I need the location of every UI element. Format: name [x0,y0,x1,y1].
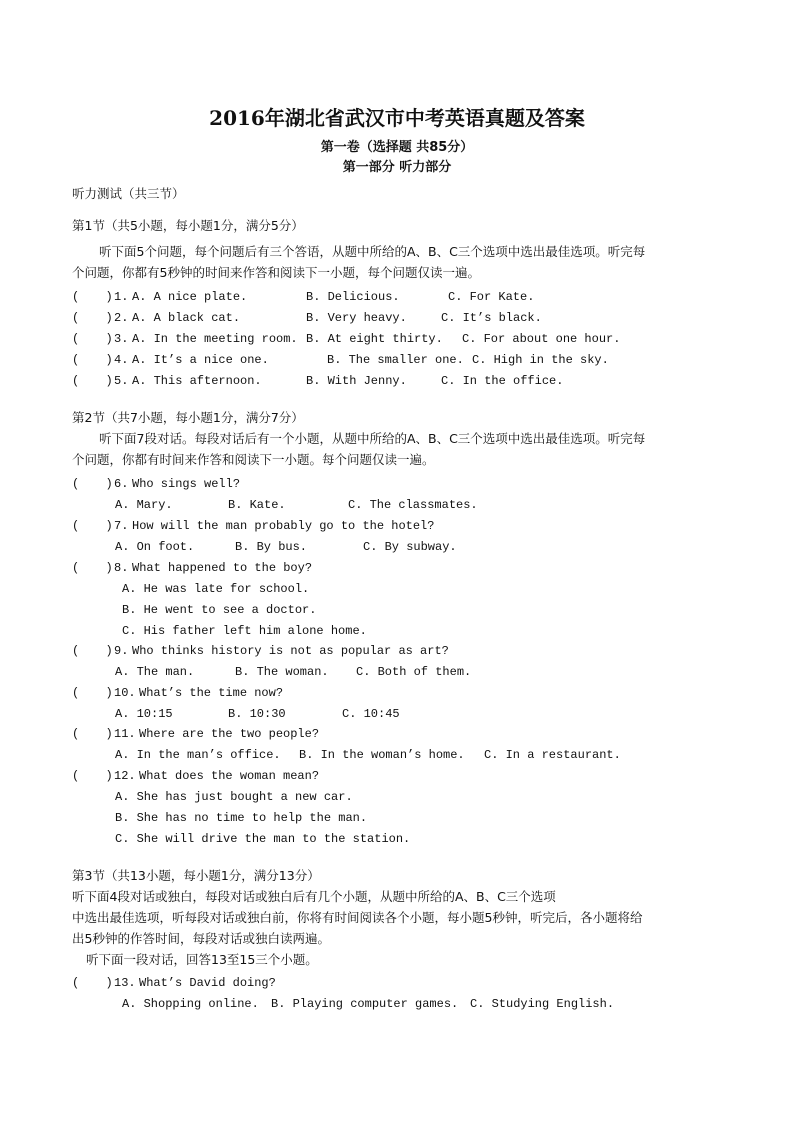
question-number: 6. [114,477,129,491]
section3-instructions: 出5秒钟的作答时间，每段对话或独白读两遍。 [72,931,330,946]
question-number: 7. [114,519,129,533]
question-text: How will the man probably go to the hotel? [132,519,435,533]
answer-blank[interactable]: ( ) [72,332,113,346]
answer-blank[interactable]: ( ) [72,769,113,783]
answer-blank[interactable]: ( ) [72,686,113,700]
question-number: 12. [114,769,136,783]
option-a: A. In the meeting room. [132,332,298,346]
option-a: A. A black cat. [132,311,241,325]
listening-header: 听力测试（共三节） [72,186,185,201]
section2-instructions: 听下面7段对话。每段对话后有一个小题，从题中所给的A、B、C三个选项中选出最佳选项。听完每 [99,431,646,446]
option-b: B. 10:30 [228,707,286,721]
question-text: Where are the two people? [139,727,320,741]
answer-blank[interactable]: ( ) [72,561,113,575]
answer-blank[interactable]: ( ) [72,353,113,367]
option-a: A. He was late for school. [122,582,310,596]
option-c: C. Studying English. [470,997,615,1011]
question-number: 10. [114,686,136,700]
question-number: 2. [114,311,129,325]
section2-instructions: 个问题，你都有时间来作答和阅读下一小题。每个问题仅读一遍。 [72,452,435,467]
question-text: What does the woman mean? [139,769,320,783]
question-text: Who sings well? [132,477,241,491]
part-heading: 第一部分 听力部分 [342,160,452,175]
option-b: B. Kate. [228,498,286,512]
option-c: C. For about one hour. [462,332,621,346]
option-b: B. Delicious. [306,290,400,304]
section3-heading: 第3节（共13小题，每小题1分，满分13分） [72,868,320,883]
question-text: What’s the time now? [139,686,284,700]
option-a: A. The man. [115,665,195,679]
option-c: C. For Kate. [448,290,535,304]
section1-instructions: 听下面5个问题，每个问题后有三个答语，从题中所给的A、B、C三个选项中选出最佳选项。听完每 [99,244,646,259]
option-b: B. He went to see a doctor. [122,603,317,617]
option-a: A. Mary. [115,498,173,512]
option-c: C. The classmates. [348,498,478,512]
answer-blank[interactable]: ( ) [72,374,113,388]
option-b: B. Very heavy. [306,311,407,325]
question-number: 8. [114,561,129,575]
option-c: C. It’s black. [441,311,542,325]
option-a: A. A nice plate. [132,290,248,304]
section3-instructions: 中选出最佳选项，听每段对话或独白前，你将有时间阅读各个小题，每小题5秒钟，听完后，各小题将给 [72,910,643,925]
option-b: B. Playing computer games. [271,997,459,1011]
option-c: C. High in the sky. [472,353,609,367]
answer-blank[interactable]: ( ) [72,477,113,491]
option-c: C. His father left him alone home. [122,624,367,638]
option-b: B. In the woman’s home. [299,748,465,762]
option-b: B. She has no time to help the man. [115,811,368,825]
option-c: C. Both of them. [356,665,472,679]
option-a: A. It’s a nice one. [132,353,269,367]
option-b: B. The smaller one. [327,353,464,367]
section3-instructions: 听下面4段对话或独白，每段对话或独白后有几个小题，从题中所给的A、B、C三个选项 [72,889,556,904]
question-number: 13. [114,976,136,990]
section1-instructions: 个问题，你都有5秒钟的时间来作答和阅读下一小题，每个问题仅读一遍。 [72,265,480,280]
answer-blank[interactable]: ( ) [72,644,113,658]
section1-heading: 第1节（共5小题，每小题1分，满分5分） [72,218,304,233]
section2-heading: 第2节（共7小题，每小题1分，满分7分） [72,410,304,425]
option-c: C. She will drive the man to the station. [115,832,411,846]
answer-blank[interactable]: ( ) [72,290,113,304]
question-number: 5. [114,374,129,388]
option-c: C. By subway. [363,540,457,554]
option-b: B. By bus. [235,540,308,554]
volume-heading: 第一卷（选择题 共85分） [320,140,474,155]
option-a: A. In the man’s office. [115,748,281,762]
answer-blank[interactable]: ( ) [72,311,113,325]
option-a: A. Shopping online. [122,997,259,1011]
option-b: B. At eight thirty. [306,332,443,346]
answer-blank[interactable]: ( ) [72,976,113,990]
answer-blank[interactable]: ( ) [72,519,113,533]
option-c: C. 10:45 [342,707,400,721]
answer-blank[interactable]: ( ) [72,727,113,741]
question-text: What’s David doing? [139,976,276,990]
question-text: Who thinks history is not as popular as art? [132,644,449,658]
question-number: 11. [114,727,136,741]
option-c: C. In a restaurant. [484,748,621,762]
section3-dialogue-intro: 听下面一段对话，回答13至15三个小题。 [86,952,318,967]
option-a: A. 10:15 [115,707,173,721]
question-number: 4. [114,353,129,367]
option-b: B. With Jenny. [306,374,407,388]
question-text: What happened to the boy? [132,561,313,575]
option-a: A. This afternoon. [132,374,262,388]
question-number: 3. [114,332,129,346]
option-b: B. The woman. [235,665,329,679]
question-number: 1. [114,290,129,304]
option-c: C. In the office. [441,374,564,388]
option-a: A. On foot. [115,540,195,554]
document-title: 2016年湖北省武汉市中考英语真题及答案 [209,106,585,130]
option-a: A. She has just bought a new car. [115,790,353,804]
question-number: 9. [114,644,129,658]
